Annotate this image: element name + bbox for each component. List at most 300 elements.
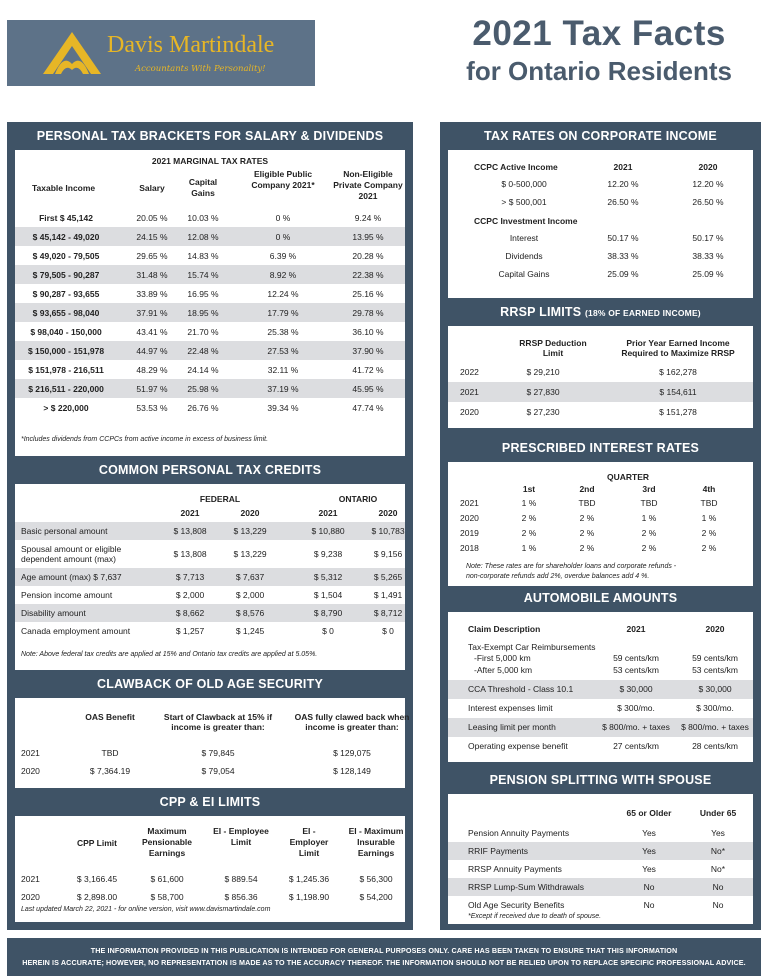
- credit-cell: $ 13,229: [233, 526, 267, 536]
- tax-exempt-label: Tax-Exempt Car Reimbursements: [468, 642, 596, 652]
- bracket-cell: 14.83 %: [187, 251, 219, 261]
- prescribed-cell: TBD: [640, 498, 658, 508]
- bracket-cell: First $ 45,142: [39, 213, 93, 223]
- prescribed-note-2: non-corporate refunds add 2%, overdue balances add 4 %.: [466, 573, 650, 580]
- credit-row: [15, 522, 405, 540]
- rrsp-panel: [448, 326, 753, 428]
- col-65-older: 65 or Older: [626, 808, 672, 818]
- corp-inv-cell: Interest: [509, 233, 539, 243]
- bracket-cell: 22.38 %: [352, 270, 384, 280]
- auto-row: [448, 718, 753, 737]
- cpp-cell: $ 1,198.90: [288, 892, 330, 902]
- corp-inv-cell: Capital Gains: [498, 269, 550, 279]
- corp-inv-cell: 25.09 %: [607, 269, 639, 279]
- credit-cell: $ 7,713: [175, 572, 205, 582]
- col-q3: 3rd: [642, 484, 656, 494]
- credit-cell: $ 1,257: [175, 626, 205, 636]
- bracket-cell: 48.29 %: [136, 365, 168, 375]
- bracket-cell: 44.97 %: [136, 346, 168, 356]
- brackets-note: *Includes dividends from CCPCs from active income in excess of business limit.: [21, 436, 269, 443]
- company-logo: [7, 20, 315, 86]
- col-rrsp-income: Prior Year Earned Income Required to Maximize RRSP: [621, 338, 735, 358]
- bracket-cell: 27.53 %: [267, 346, 299, 356]
- prescribed-cell: 2 %: [521, 513, 537, 523]
- credit-cell: $ 7,637: [235, 572, 265, 582]
- prescribed-cell: 2 %: [521, 528, 537, 538]
- bracket-cell: 12.08 %: [187, 232, 219, 242]
- bracket-row: [15, 398, 405, 417]
- auto-panel: [448, 612, 753, 762]
- auto-cell: $ 300/mo.: [696, 703, 734, 713]
- bracket-cell: 37.90 %: [352, 346, 384, 356]
- prescribed-cell: 2 %: [701, 528, 717, 538]
- bracket-cell: 10.03 %: [187, 213, 219, 223]
- disclaimer-footer: [7, 938, 761, 976]
- credit-cell: Age amount (max) $ 7,637: [21, 572, 122, 582]
- prescribed-cell: 1 %: [521, 498, 537, 508]
- pension-cell: RRSP Lump-Sum Withdrawals: [468, 882, 585, 892]
- auto-cell: Interest expenses limit: [468, 703, 553, 713]
- rrsp-cell: $ 27,230: [526, 407, 560, 417]
- cpp-cell: $ 889.54: [224, 874, 258, 884]
- clawback-cell: $ 128,149: [333, 766, 371, 776]
- pension-cell: No: [643, 900, 655, 910]
- corp-cell: 26.50 %: [607, 197, 639, 207]
- credit-row: [15, 568, 405, 586]
- bracket-cell: 29.65 %: [136, 251, 168, 261]
- bracket-row: [15, 208, 405, 227]
- col-taxable-income: Taxable Income: [32, 183, 96, 193]
- cpp-panel: [15, 816, 405, 922]
- bracket-cell: $ 79,505 - 90,287: [32, 270, 100, 280]
- logo-mark-icon: [41, 28, 103, 76]
- corp-cell: > $ 500,001: [501, 197, 547, 207]
- bracket-cell: 8.92 %: [269, 270, 297, 280]
- cpp-cell: $ 56,300: [359, 874, 393, 884]
- auto-taxfree-cell: -First 5,000 km: [474, 653, 531, 663]
- credits-ontario: ONTARIO: [338, 494, 378, 504]
- cpp-cell: $ 3,166.45: [76, 874, 118, 884]
- clawback-cell: $ 7,364.19: [89, 766, 131, 776]
- bracket-row: [15, 341, 405, 360]
- clawback-cell: $ 79,845: [201, 748, 235, 758]
- auto-cell: Operating expense benefit: [468, 741, 568, 751]
- col-q1: 1st: [522, 484, 536, 494]
- clawback-cell: $ 79,054: [201, 766, 235, 776]
- rrsp-cell: $ 154,611: [659, 387, 697, 397]
- bracket-cell: 32.11 %: [267, 365, 299, 375]
- rrsp-cell: $ 162,278: [659, 367, 697, 377]
- bracket-cell: 17.79 %: [267, 308, 299, 318]
- bracket-cell: 6.39 %: [269, 251, 297, 261]
- pension-row: [448, 842, 753, 860]
- col-clawback-full: OAS fully clawed back when income is greater than:: [294, 712, 410, 732]
- prescribed-header: PRESCRIBED INTEREST RATES: [501, 441, 700, 455]
- rrsp-cell: $ 29,210: [526, 367, 560, 377]
- clawback-header: CLAWBACK OF OLD AGE SECURITY: [97, 677, 323, 691]
- pension-cell: No: [712, 900, 724, 910]
- credit-cell: $ 2,000: [235, 590, 265, 600]
- bracket-cell: 20.28 %: [352, 251, 384, 261]
- auto-cell: $ 800/mo. + taxes: [602, 722, 670, 732]
- pension-cell: Yes: [642, 828, 656, 838]
- cpp-cell: $ 2,898.00: [76, 892, 118, 902]
- cpp-header: CPP & EI LIMITS: [159, 795, 261, 809]
- col-corp-2020: 2020: [698, 162, 718, 172]
- col-ccpc-active: CCPC Active Income: [474, 162, 558, 172]
- credit-row: [15, 540, 405, 568]
- auto-taxfree-cell: 53 cents/km: [692, 665, 738, 675]
- prescribed-row: [448, 511, 753, 526]
- credit-cell: Spousal amount or eligible dependent amount (max): [21, 544, 122, 564]
- rrsp-header-title: RRSP LIMITS: [500, 305, 582, 319]
- bracket-row: [15, 284, 405, 303]
- credit-cell: $ 8,712: [373, 608, 403, 618]
- bracket-row: [15, 265, 405, 284]
- pension-row: [448, 878, 753, 896]
- bracket-cell: 13.95 %: [352, 232, 384, 242]
- rrsp-header-note: (18% OF EARNED INCOME): [584, 308, 701, 318]
- corp-cell: 12.20 %: [607, 179, 639, 189]
- prescribed-cell: 2 %: [579, 513, 595, 523]
- logo-tagline: Accountants With Personality!: [135, 64, 266, 74]
- rrsp-row: [448, 402, 753, 422]
- pension-cell: No*: [710, 864, 726, 874]
- bracket-cell: 29.78 %: [352, 308, 384, 318]
- pension-note: *Except if received due to death of spouse.: [468, 913, 602, 920]
- corp-inv-cell: 38.33 %: [692, 251, 724, 261]
- credits-year-ont-2020: 2020: [378, 508, 398, 518]
- credit-cell: $ 5,312: [313, 572, 343, 582]
- bracket-cell: 31.48 %: [136, 270, 168, 280]
- clawback-cell: $ 129,075: [333, 748, 371, 758]
- bracket-cell: 39.34 %: [267, 403, 299, 413]
- bracket-cell: 20.05 %: [136, 213, 168, 223]
- prescribed-panel: [448, 462, 753, 586]
- auto-taxfree-cell: 53 cents/km: [613, 665, 659, 675]
- bracket-cell: 24.14 %: [187, 365, 219, 375]
- col-corp-2021: 2021: [613, 162, 633, 172]
- credit-cell: $ 5,265: [373, 572, 403, 582]
- pension-cell: No: [712, 882, 724, 892]
- col-ei-employer: EI - Employer Limit: [289, 826, 329, 858]
- bracket-cell: 37.91 %: [136, 308, 168, 318]
- prescribed-cell: 2021: [460, 498, 479, 508]
- bracket-cell: 47.74 %: [352, 403, 384, 413]
- auto-taxfree-cell: 59 cents/km: [692, 653, 738, 663]
- credit-cell: $ 8,790: [313, 608, 343, 618]
- prescribed-note-1: Note: These rates are for shareholder loans and corporate refunds -: [466, 563, 677, 570]
- bracket-cell: $ 150,000 - 151,978: [27, 346, 105, 356]
- credits-year-ont-2021: 2021: [318, 508, 338, 518]
- col-rrsp-limit: RRSP Deduction Limit: [519, 338, 587, 358]
- credits-year-fed-2021: 2021: [180, 508, 200, 518]
- bracket-row: [15, 303, 405, 322]
- bracket-cell: $ 90,287 - 93,655: [32, 289, 100, 299]
- credit-cell: $ 10,783: [371, 526, 405, 536]
- bracket-cell: > $ 220,000: [43, 403, 89, 413]
- title-line-1: 2021 Tax Facts: [472, 14, 726, 53]
- bracket-cell: 25.98 %: [187, 384, 219, 394]
- corp-inv-row: [448, 230, 753, 248]
- pension-row: [448, 824, 753, 842]
- clawback-row: [15, 762, 405, 780]
- corporate-panel: [448, 150, 753, 298]
- credit-cell: Basic personal amount: [21, 526, 108, 536]
- rrsp-cell: $ 27,830: [526, 387, 560, 397]
- col-auto-2020: 2020: [705, 624, 725, 634]
- auto-cell: CCA Threshold - Class 10.1: [468, 684, 574, 694]
- bracket-cell: $ 45,142 - 49,020: [32, 232, 100, 242]
- corp-inv-row: [448, 266, 753, 284]
- credit-row: [15, 586, 405, 604]
- auto-cell: Leasing limit per month: [468, 722, 556, 732]
- rrsp-row: [448, 382, 753, 402]
- auto-cell: $ 300/mo.: [617, 703, 655, 713]
- bracket-cell: 43.41 %: [136, 327, 168, 337]
- credit-cell: $ 0: [382, 626, 394, 636]
- bracket-cell: $ 151,978 - 216,511: [28, 365, 104, 375]
- ccpc-investment-label: CCPC Investment Income: [474, 216, 578, 226]
- cpp-cell: $ 54,200: [359, 892, 393, 902]
- col-claim-description: Claim Description: [468, 624, 541, 634]
- col-ei-employee: EI - Employee Limit: [213, 826, 269, 847]
- credit-cell: $ 1,504: [313, 590, 343, 600]
- auto-cell: $ 800/mo. + taxes: [681, 722, 749, 732]
- auto-cell: 28 cents/km: [692, 741, 738, 751]
- pension-header: PENSION SPLITTING WITH SPOUSE: [489, 773, 712, 787]
- auto-row: [448, 680, 753, 699]
- page-title: [466, 12, 732, 86]
- bracket-cell: 25.38 %: [267, 327, 299, 337]
- pension-cell: Yes: [642, 864, 656, 874]
- auto-row: [448, 737, 753, 756]
- credit-row: [15, 604, 405, 622]
- prescribed-cell: 1 %: [521, 543, 537, 553]
- credit-cell: $ 13,229: [233, 549, 267, 559]
- rrsp-cell: 2021: [460, 387, 479, 397]
- pension-row: [448, 860, 753, 878]
- pension-panel: [448, 794, 753, 924]
- col-eligible: Eligible Public Company 2021*: [251, 169, 315, 190]
- credit-cell: $ 8,662: [175, 608, 205, 618]
- credit-cell: $ 9,156: [373, 549, 403, 559]
- credit-cell: Pension income amount: [21, 590, 113, 600]
- bracket-cell: 26.76 %: [187, 403, 219, 413]
- prescribed-row: [448, 541, 753, 556]
- clawback-cell: TBD: [101, 748, 119, 758]
- credit-cell: $ 8,576: [235, 608, 265, 618]
- bracket-cell: 18.95 %: [187, 308, 219, 318]
- brackets-header: PERSONAL TAX BRACKETS FOR SALARY & DIVIDENDS: [36, 129, 384, 143]
- rrsp-cell: 2022: [460, 367, 479, 377]
- bracket-row: [15, 379, 405, 398]
- bracket-cell: $ 98,040 - 150,000: [30, 327, 102, 337]
- quarter-label: QUARTER: [606, 472, 650, 482]
- bracket-cell: 36.10 %: [352, 327, 384, 337]
- cpp-cell: $ 61,600: [150, 874, 184, 884]
- disclaimer-line-1: THE INFORMATION PROVIDED IN THIS PUBLICATION IS INTENDED FOR GENERAL PURPOSES ONLY. CARE HAS BEEN TAKEN TO ENSURE THAT THIS INFORMATION: [90, 946, 678, 955]
- bracket-cell: 41.72 %: [352, 365, 384, 375]
- bracket-cell: $ 216,511 - 220,000: [28, 384, 104, 394]
- corp-inv-cell: 25.09 %: [692, 269, 724, 279]
- prescribed-cell: 1 %: [641, 513, 657, 523]
- prescribed-cell: 2 %: [579, 543, 595, 553]
- col-cpp-limit: CPP Limit: [77, 838, 117, 848]
- bracket-cell: 22.48 %: [187, 346, 219, 356]
- credit-cell: $ 2,000: [175, 590, 205, 600]
- auto-cell: $ 30,000: [619, 684, 653, 694]
- bracket-cell: 0 %: [275, 213, 291, 223]
- cpp-row: [15, 888, 405, 906]
- cpp-cell: 2021: [21, 874, 40, 884]
- auto-taxfree-row: [448, 652, 753, 664]
- bracket-cell: 25.16 %: [352, 289, 384, 299]
- prescribed-cell: 2 %: [579, 528, 595, 538]
- auto-cell: $ 30,000: [698, 684, 732, 694]
- brackets-subheader: 2021 MARGINAL TAX RATES: [151, 156, 269, 166]
- col-oas-benefit: OAS Benefit: [85, 712, 135, 722]
- rrsp-cell: $ 151,278: [659, 407, 697, 417]
- col-q2: 2nd: [579, 484, 595, 494]
- prescribed-cell: 2018: [460, 543, 479, 553]
- credit-cell: $ 0: [322, 626, 334, 636]
- right-column: [440, 122, 761, 930]
- prescribed-cell: 2019: [460, 528, 479, 538]
- col-ei-max-insurable: EI - Maximum Insurable Earnings: [348, 826, 404, 858]
- col-clawback-start: Start of Clawback at 15% if income is greater than:: [163, 712, 273, 732]
- prescribed-cell: 2 %: [701, 543, 717, 553]
- cpp-cell: $ 856.36: [224, 892, 258, 902]
- logo-name: Davis Martindale: [107, 32, 275, 58]
- credit-cell: Disability amount: [21, 608, 86, 618]
- cpp-cell: $ 58,700: [150, 892, 184, 902]
- pension-cell: Pension Annuity Payments: [468, 828, 570, 838]
- col-salary: Salary: [139, 183, 165, 193]
- corp-inv-cell: 50.17 %: [692, 233, 724, 243]
- credit-cell: Canada employment amount: [21, 626, 131, 636]
- auto-cell: 27 cents/km: [613, 741, 659, 751]
- cpp-cell: 2020: [21, 892, 40, 902]
- disclaimer-line-2: HEREIN IS ACCURATE; HOWEVER, NO REPRESENTATION IS MADE AS TO THE ACCURACY THEREOF. THE INFORMATION SHOULD NOT BE RELIED UPON TO REPLACE SPECIFIC PROFESSIONAL ADVICE.: [22, 958, 746, 967]
- auto-taxfree-cell: 59 cents/km: [613, 653, 659, 663]
- corporate-header: TAX RATES ON CORPORATE INCOME: [484, 129, 717, 143]
- rrsp-cell: 2020: [460, 407, 479, 417]
- credits-note: Note: Above federal tax credits are applied at 15% and Ontario tax credits are applied at 5.05%.: [21, 651, 318, 658]
- prescribed-row: [448, 526, 753, 541]
- bracket-cell: $ 93,655 - 98,040: [32, 308, 100, 318]
- corp-row: [448, 176, 753, 194]
- credit-cell: $ 13,808: [173, 549, 207, 559]
- bracket-row: [15, 322, 405, 341]
- bracket-cell: 16.95 %: [187, 289, 219, 299]
- bracket-cell: 45.95 %: [352, 384, 384, 394]
- bracket-cell: 15.74 %: [187, 270, 219, 280]
- credit-cell: $ 1,491: [373, 590, 403, 600]
- credits-panel: [15, 484, 405, 670]
- prescribed-cell: TBD: [700, 498, 718, 508]
- corp-inv-cell: 50.17 %: [607, 233, 639, 243]
- corp-inv-cell: Dividends: [505, 251, 543, 261]
- bracket-row: [15, 227, 405, 246]
- corp-cell: 26.50 %: [692, 197, 724, 207]
- col-max-pensionable: Maximum Pensionable Earnings: [141, 826, 193, 858]
- credits-header: COMMON PERSONAL TAX CREDITS: [98, 463, 322, 477]
- credit-cell: $ 9,238: [313, 549, 343, 559]
- rrsp-row: [448, 362, 753, 382]
- bracket-cell: 24.15 %: [136, 232, 168, 242]
- prescribed-cell: 2 %: [641, 543, 657, 553]
- credit-row: [15, 622, 405, 640]
- corp-cell: $ 0-500,000: [501, 179, 547, 189]
- clawback-panel: [15, 698, 410, 788]
- bracket-cell: 12.24 %: [267, 289, 299, 299]
- credits-federal: FEDERAL: [199, 494, 241, 504]
- col-non-eligible: Non-Eligible Private Company 2021: [333, 169, 403, 201]
- pension-cell: RRIF Payments: [468, 846, 528, 856]
- col-auto-2021: 2021: [626, 624, 646, 634]
- corp-inv-row: [448, 248, 753, 266]
- left-column: [7, 122, 413, 930]
- credit-cell: $ 10,880: [311, 526, 345, 536]
- bracket-cell: 21.70 %: [187, 327, 219, 337]
- pension-cell: No: [643, 882, 655, 892]
- pension-row: [448, 896, 753, 914]
- auto-header: AUTOMOBILE AMOUNTS: [523, 591, 678, 605]
- col-capital-gains: Capital Gains: [188, 177, 218, 198]
- brackets-panel: [15, 150, 405, 456]
- clawback-cell: 2020: [21, 766, 40, 776]
- corp-inv-cell: 38.33 %: [607, 251, 639, 261]
- bracket-cell: $ 49,020 - 79,505: [32, 251, 100, 261]
- auto-row: [448, 699, 753, 718]
- rrsp-header: [440, 300, 761, 324]
- bracket-cell: 37.19 %: [267, 384, 299, 394]
- bracket-row: [15, 360, 405, 379]
- pension-cell: Yes: [642, 846, 656, 856]
- clawback-cell: 2021: [21, 748, 40, 758]
- title-line-2: for Ontario Residents: [466, 56, 732, 86]
- bracket-cell: 33.89 %: [136, 289, 168, 299]
- bracket-cell: 51.97 %: [136, 384, 168, 394]
- corp-cell: 12.20 %: [692, 179, 724, 189]
- cpp-cell: $ 1,245.36: [288, 874, 330, 884]
- cpp-row: [15, 870, 405, 888]
- bracket-row: [15, 246, 405, 265]
- bracket-cell: 53.53 %: [136, 403, 168, 413]
- bracket-cell: 9.24 %: [354, 213, 382, 223]
- col-under-65: Under 65: [699, 808, 737, 818]
- pension-cell: Yes: [711, 828, 725, 838]
- prescribed-cell: 1 %: [701, 513, 717, 523]
- clawback-row: [15, 744, 405, 762]
- prescribed-cell: 2 %: [641, 528, 657, 538]
- prescribed-cell: 2020: [460, 513, 479, 523]
- pension-cell: Old Age Security Benefits: [468, 900, 565, 910]
- auto-taxfree-row: [448, 664, 753, 676]
- pension-cell: RRSP Annuity Payments: [468, 864, 562, 874]
- col-q4: 4th: [702, 484, 716, 494]
- updated-note: Last updated March 22, 2021 - for online version, visit www.davismartindale.com: [21, 906, 271, 913]
- credits-year-fed-2020: 2020: [240, 508, 260, 518]
- prescribed-cell: TBD: [578, 498, 596, 508]
- corp-row: [448, 194, 753, 212]
- credit-cell: $ 1,245: [235, 626, 265, 636]
- bracket-cell: 0 %: [275, 232, 291, 242]
- credit-cell: $ 13,808: [173, 526, 207, 536]
- auto-taxfree-cell: -After 5,000 km: [474, 665, 533, 675]
- pension-cell: No*: [710, 846, 726, 856]
